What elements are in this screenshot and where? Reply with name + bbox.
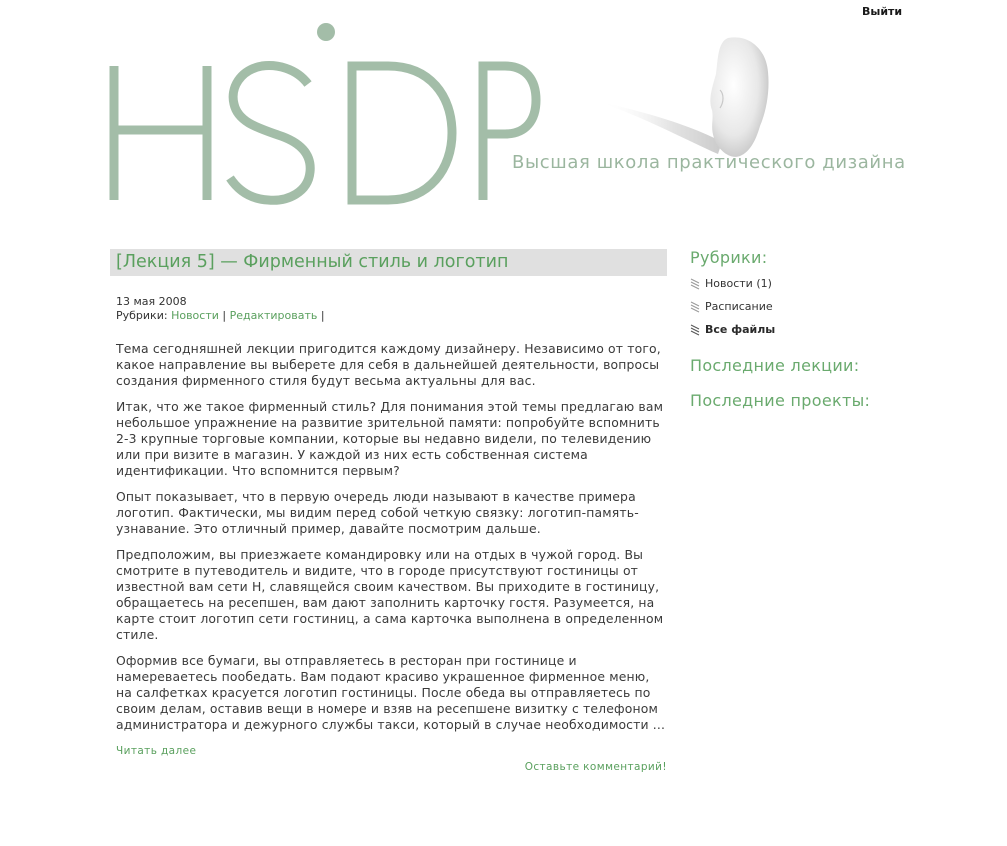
post-content xyxy=(110,341,667,733)
site-tagline: Высшая школа практического дизайна xyxy=(512,152,906,173)
post-article xyxy=(110,249,667,773)
rubric-link-news[interactable]: Новости xyxy=(171,309,219,322)
post-paragraph: Опыт показывает, что в первую очередь люди называют в качестве примера логотип. Фактически, мы видим перед собой четкую связку: логотип-память-узнавание. Это отличный пример, давайте посмотрим дальше. xyxy=(116,489,639,536)
rubrics-label: Рубрики: xyxy=(116,309,168,322)
read-more-link[interactable]: Читать далее xyxy=(116,745,197,757)
meta-separator: | xyxy=(320,309,325,322)
categories-list xyxy=(690,277,990,346)
mannequin-head-image xyxy=(590,30,780,170)
category-item-schedule[interactable] xyxy=(690,300,990,323)
post-paragraph: Предположим, вы приезжаете командировку или на отдых в чужой город. Вы смотрите в путеводитель и видите, что в городе присутствуют гостиницы от известной вам сети Н, славящейся своим качеством. Вы приходите в гостиницу, обращаетесь на ресепшен, вам дают заполнить карточку гостя. Разумеется, на карте стоит логотип сети гостиниц, а сама карточка выполнена в определенном стиле. xyxy=(116,547,664,642)
category-item-news[interactable] xyxy=(690,277,990,300)
leave-comment-link[interactable]: Оставьте комментарий! xyxy=(524,761,667,773)
site-header xyxy=(0,0,1007,230)
logout-link[interactable]: Выйти xyxy=(862,5,903,18)
logo-dot xyxy=(317,23,335,41)
post-meta xyxy=(110,295,667,323)
post-paragraph: Тема сегодняшней лекции пригодится каждому дизайнеру. Независимо от того, какое направление вы выберете для себя в дальнейшей деятельности, вопросы создания фирменного стиля будут весьма актуальны для вас. xyxy=(116,341,661,388)
stripes-bullet-icon xyxy=(690,278,700,290)
site-logo[interactable] xyxy=(100,18,550,208)
category-link[interactable]: Расписание xyxy=(705,300,773,313)
post-paragraph: Итак, что же такое фирменный стиль? Для понимания этой темы предлагаю вам небольшое упражнение на развитие зрительной памяти: попробуйте вспомнить 2-3 крупные торговые компании, которые вы недавно видели, по телевидению или при визите в магазин. У каждой из них есть собственная система идентификации. Что вспомнится первым? xyxy=(116,399,664,478)
post-title-link[interactable]: [Лекция 5] — Фирменный стиль и логотип xyxy=(116,252,509,272)
post-rubrics xyxy=(116,309,667,323)
meta-separator: | xyxy=(222,309,227,322)
category-link[interactable]: Новости (1) xyxy=(705,277,772,290)
stripes-bullet-icon xyxy=(690,301,700,313)
stripes-bullet-icon xyxy=(690,324,700,336)
edit-post-link[interactable]: Редактировать xyxy=(229,309,318,322)
category-link[interactable]: Все файлы xyxy=(705,323,776,336)
categories-heading: Рубрики: xyxy=(690,248,768,267)
post-paragraph: Оформив все бумаги, вы отправляетесь в ресторан при гостинице и намереваетесь пообедать. Вам подают красиво украшенное фирменное меню, на салфетках красуется логотип гостиницы. После обеда вы отправляетесь по своим делам, оставив вещи в номере и взяв на ресепшене визитку с телефоном администратора и дежурного службы такси, который в случае необходимости ... xyxy=(116,653,666,732)
post-date: 13 мая 2008 xyxy=(116,295,187,308)
sidebar xyxy=(690,248,990,410)
recent-lectures-heading: Последние лекции: xyxy=(690,356,860,375)
post-title-bar xyxy=(110,249,667,276)
category-item-all-files[interactable] xyxy=(690,323,990,346)
recent-projects-heading: Последние проекты: xyxy=(690,391,871,410)
